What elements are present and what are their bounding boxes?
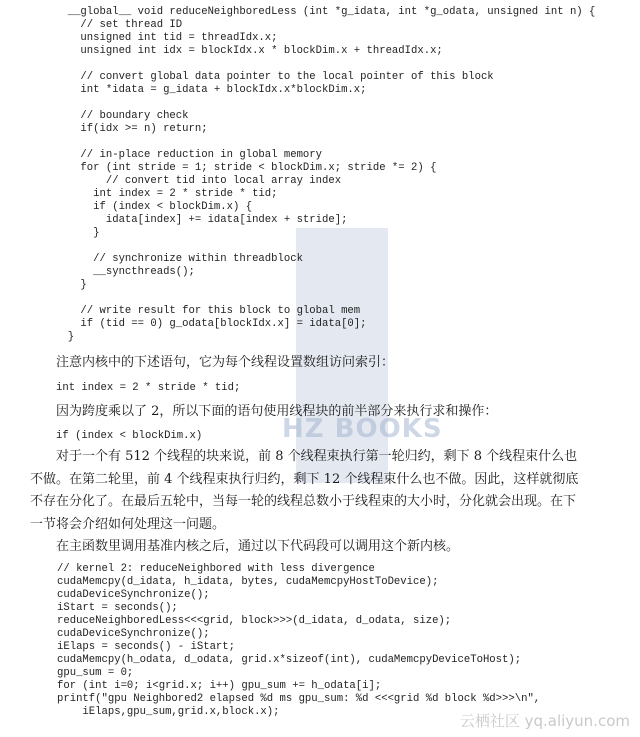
code-line: }	[55, 227, 100, 239]
code-line: unsigned int tid = threadIdx.x;	[55, 32, 278, 44]
code-line	[55, 97, 595, 110]
code-line: // in-place reduction in global memory	[55, 149, 323, 161]
code-line: if(idx >= n) return;	[55, 123, 208, 135]
code-line: reduceNeighboredLess<<<grid, block>>>(d_idata, d_odata, size);	[57, 615, 452, 627]
watermark-text: HZ BOOKS	[282, 414, 443, 444]
kernel-code-block	[55, 6, 595, 344]
code-line: if (index < blockDim.x) {	[55, 201, 253, 213]
code-line	[55, 292, 595, 305]
code-line: for (int i=0; i<grid.x; i++) gpu_sum += h_odata[i];	[57, 680, 382, 692]
code-line: // kernel 2: reduceNeighbored with less divergence	[57, 563, 375, 575]
footer-watermark: 云栖社区 yq.aliyun.com	[459, 712, 630, 730]
paragraph-main-call: 在主函数里调用基准内核之后，通过以下代码段可以调用这个新内核。	[56, 539, 460, 554]
code-line: int *idata = g_idata + blockIdx.x*blockDim.x;	[55, 84, 367, 96]
code-line	[55, 136, 595, 149]
code-line: }	[55, 279, 87, 291]
code-line: iElaps,gpu_sum,grid.x,block.x);	[57, 706, 280, 718]
code-line: idata[index] += idata[index + stride];	[55, 214, 348, 226]
code-line: // set thread ID	[55, 19, 183, 31]
main-code-block	[57, 563, 540, 719]
code-line: for (int stride = 1; stride < blockDim.x; stride *= 2) {	[55, 162, 437, 174]
code-line: cudaDeviceSynchronize();	[57, 628, 210, 640]
paragraph-stride-note: 因为跨度乘以了 2，所以下面的语句使用线程块的前半部分来执行求和操作：	[56, 404, 498, 419]
code-line: __global__ void reduceNeighboredLess (int *g_idata, int *g_odata, unsigned int n) {	[55, 6, 596, 18]
code-line: // write result for this block to global mem	[55, 305, 361, 317]
code-line: // convert global data pointer to the local pointer of this block	[55, 71, 494, 83]
code-line: // synchronize within threadblock	[55, 253, 303, 265]
code-line-if: if (index < blockDim.x)	[56, 430, 203, 442]
code-line: // convert tid into local array index	[55, 175, 342, 187]
code-line	[55, 58, 595, 71]
code-line: printf("gpu Neighbored2 elapsed %d ms gpu_sum: %d <<<grid %d block %d>>>\n",	[57, 693, 541, 705]
code-line: gpu_sum = 0;	[57, 667, 134, 679]
code-line: cudaMemcpy(h_odata, d_odata, grid.x*sizeof(int), cudaMemcpyDeviceToHost);	[57, 654, 522, 666]
paragraph-index-note: 注意内核中的下述语句，它为每个线程设置数组访问索引：	[56, 355, 395, 370]
code-line: cudaMemcpy(d_idata, h_idata, bytes, cudaMemcpyHostToDevice);	[57, 576, 439, 588]
code-line: if (tid == 0) g_odata[blockIdx.x] = idata[0];	[55, 318, 367, 330]
code-line: unsigned int idx = blockIdx.x * blockDim.x + threadIdx.x;	[55, 45, 443, 57]
code-line: cudaDeviceSynchronize();	[57, 589, 210, 601]
code-line	[55, 240, 595, 253]
code-line-index: int index = 2 * stride * tid;	[56, 382, 241, 394]
code-line: iElaps = seconds() - iStart;	[57, 641, 236, 653]
code-line: // boundary check	[55, 110, 189, 122]
paragraph-divergence-explanation: 对于一个有 512 个线程的块来说，前 8 个线程束执行第一轮归约，剩下 8 个线程束什么也不做。在第二轮里，前 4 个线程束执行归约，剩下 12 个线程束什么也不做。因此，这样就彻底不存在分化了。在最后五轮中，当每一轮的线程总数小于线程束的大小时，分化就会出现。在下一节将会介绍如何处理这一问题。	[30, 449, 579, 532]
code-line: __syncthreads();	[55, 266, 195, 278]
code-line: int index = 2 * stride * tid;	[55, 188, 278, 200]
code-line: }	[55, 331, 75, 343]
code-line: iStart = seconds();	[57, 602, 178, 614]
